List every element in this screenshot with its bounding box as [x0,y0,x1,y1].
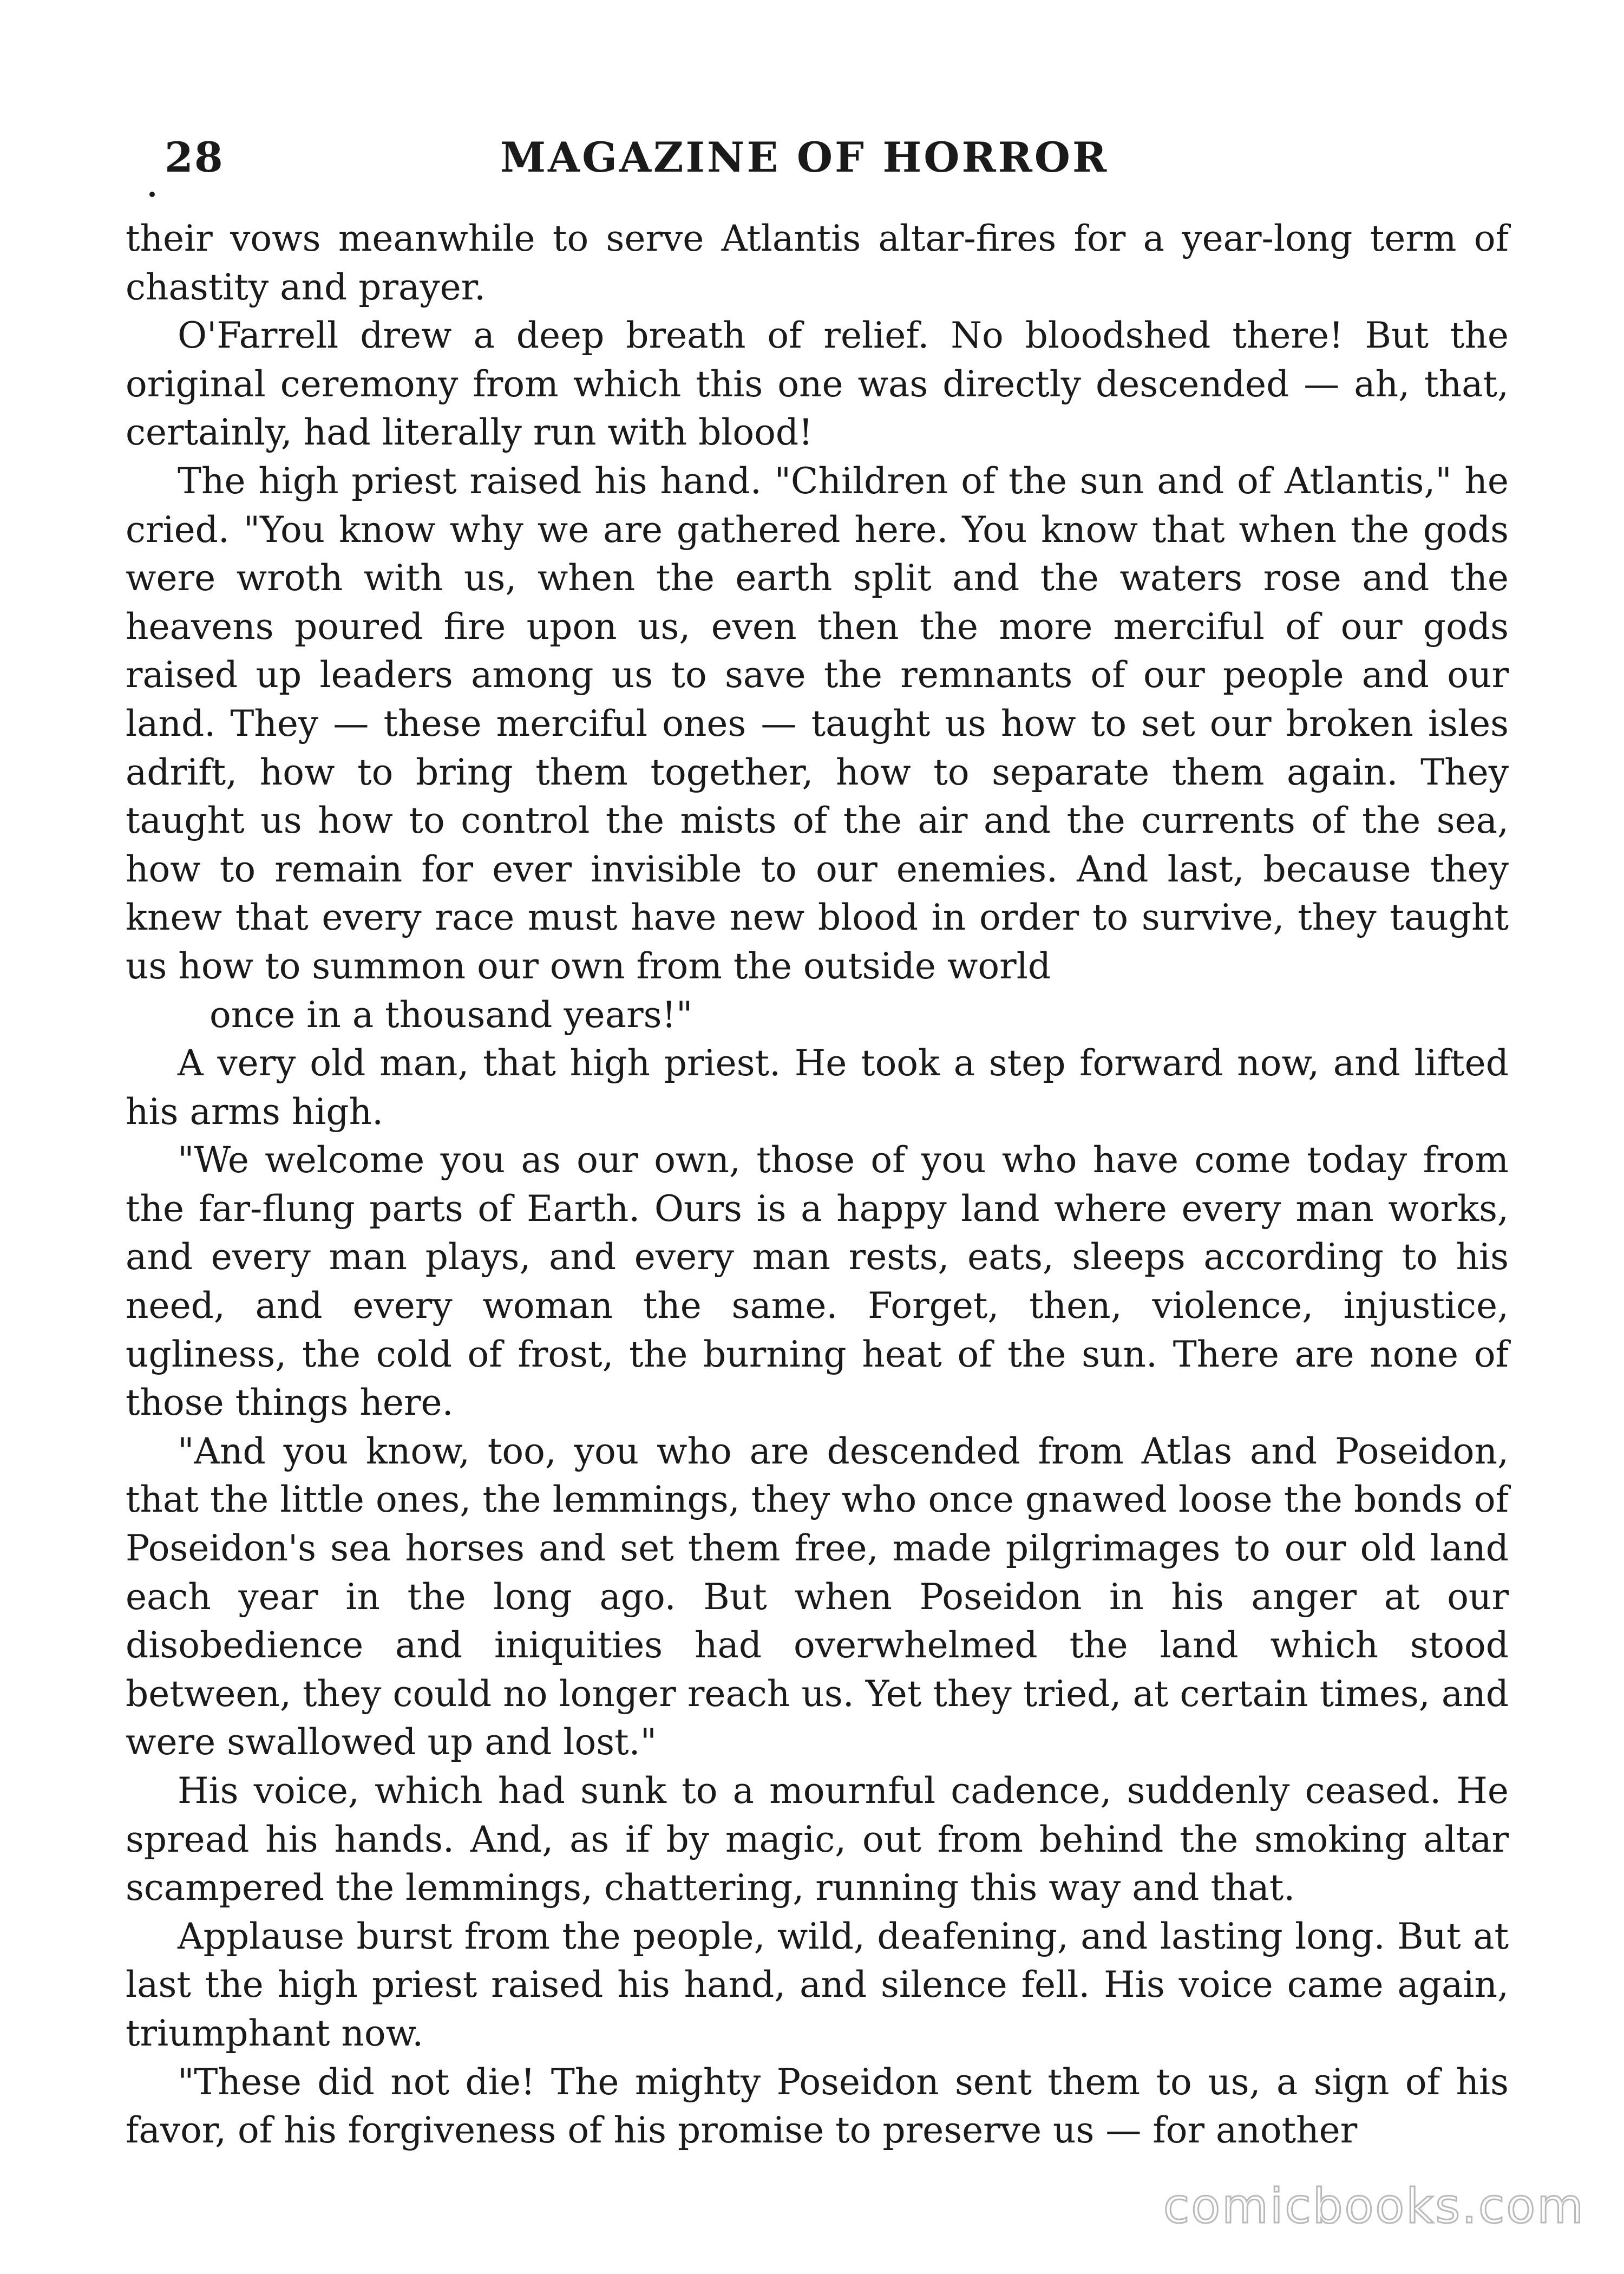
paragraph: His voice, which had sunk to a mournful cadence, suddenly ceased. He spread his hands. And, as if by magic, out from behind the smoking altar scampered the lemmings, chattering, running this way and that. [126,1770,1509,1909]
paragraph-tail-line: once in a thousand years!" [209,994,693,1036]
paragraph: A very old man, that high priest. He took a step forward now, and lifted his arms high. [126,1042,1509,1133]
magazine-page [126,128,1509,2152]
paragraph: Applause burst from the people, wild, deafening, and lasting long. But at last the high priest raised his hand, and silence fell. His voice came again, triumphant now. [126,1915,1509,2054]
paragraph: O'Farrell drew a deep breath of relief. No bloodshed there! But the original ceremony from which this one was directly descended — ah, that, certainly, had literally run with blood! [126,315,1509,454]
paragraph: "These did not die! The mighty Poseidon sent them to us, a sign of his favor, of his forgiveness of his promise to preserve us — for another [126,2061,1509,2152]
paragraph: The high priest raised his hand. "Children of the sun and of Atlantis," he cried. "You know why we are gathered here. You know that when the gods were wroth with us, when the earth split and the waters rose and the heavens poured fire upon us, even then the more merciful of our gods raised up leaders among us to save the remnants of our people and our land. They — these merciful ones — taught us how to set our broken isles adrift, how to bring them together, how to separate them again. They taught us how to control the mists of the air and the currents of the sea, how to remain for ever invisible to our enemies. And last, because they knew that every race must have new blood in order to survive, they taught us how to summon our own from the outside world [126,460,1509,987]
paragraph: "And you know, too, you who are descended from Atlas and Poseidon, that the little ones, the lemmings, they who once gnawed loose the bonds of Poseidon's sea horses and set them free, made pilgrimages to our old land each year in the long ago. But when Poseidon in his anger at our disobedience and iniquities had overwhelmed the land which stood between, they could no longer reach us. Yet they tried, at certain times, and were swallowed up and lost." [126,1430,1509,1763]
running-title: MAGAZINE OF HORROR [500,133,1109,181]
paragraph-continued: their vows meanwhile to serve Atlantis altar-fires for a year-long term of chastity and prayer. [126,218,1509,308]
page-header [126,128,1509,187]
story-text [126,214,1509,2155]
page-number: 28 [165,133,224,181]
print-speck [149,192,155,197]
watermark-logo: comicbooks.com [1163,2178,1585,2234]
paragraph: "We welcome you as our own, those of you who have come today from the far-flung parts of Earth. Ours is a happy land where every man works, and every man plays, and every man rests, eats, sleeps according to his need, and every woman the same. Forget, then, violence, injustice, ugliness, the cold of frost, the burning heat of the sun. There are none of those things here. [126,1139,1509,1424]
